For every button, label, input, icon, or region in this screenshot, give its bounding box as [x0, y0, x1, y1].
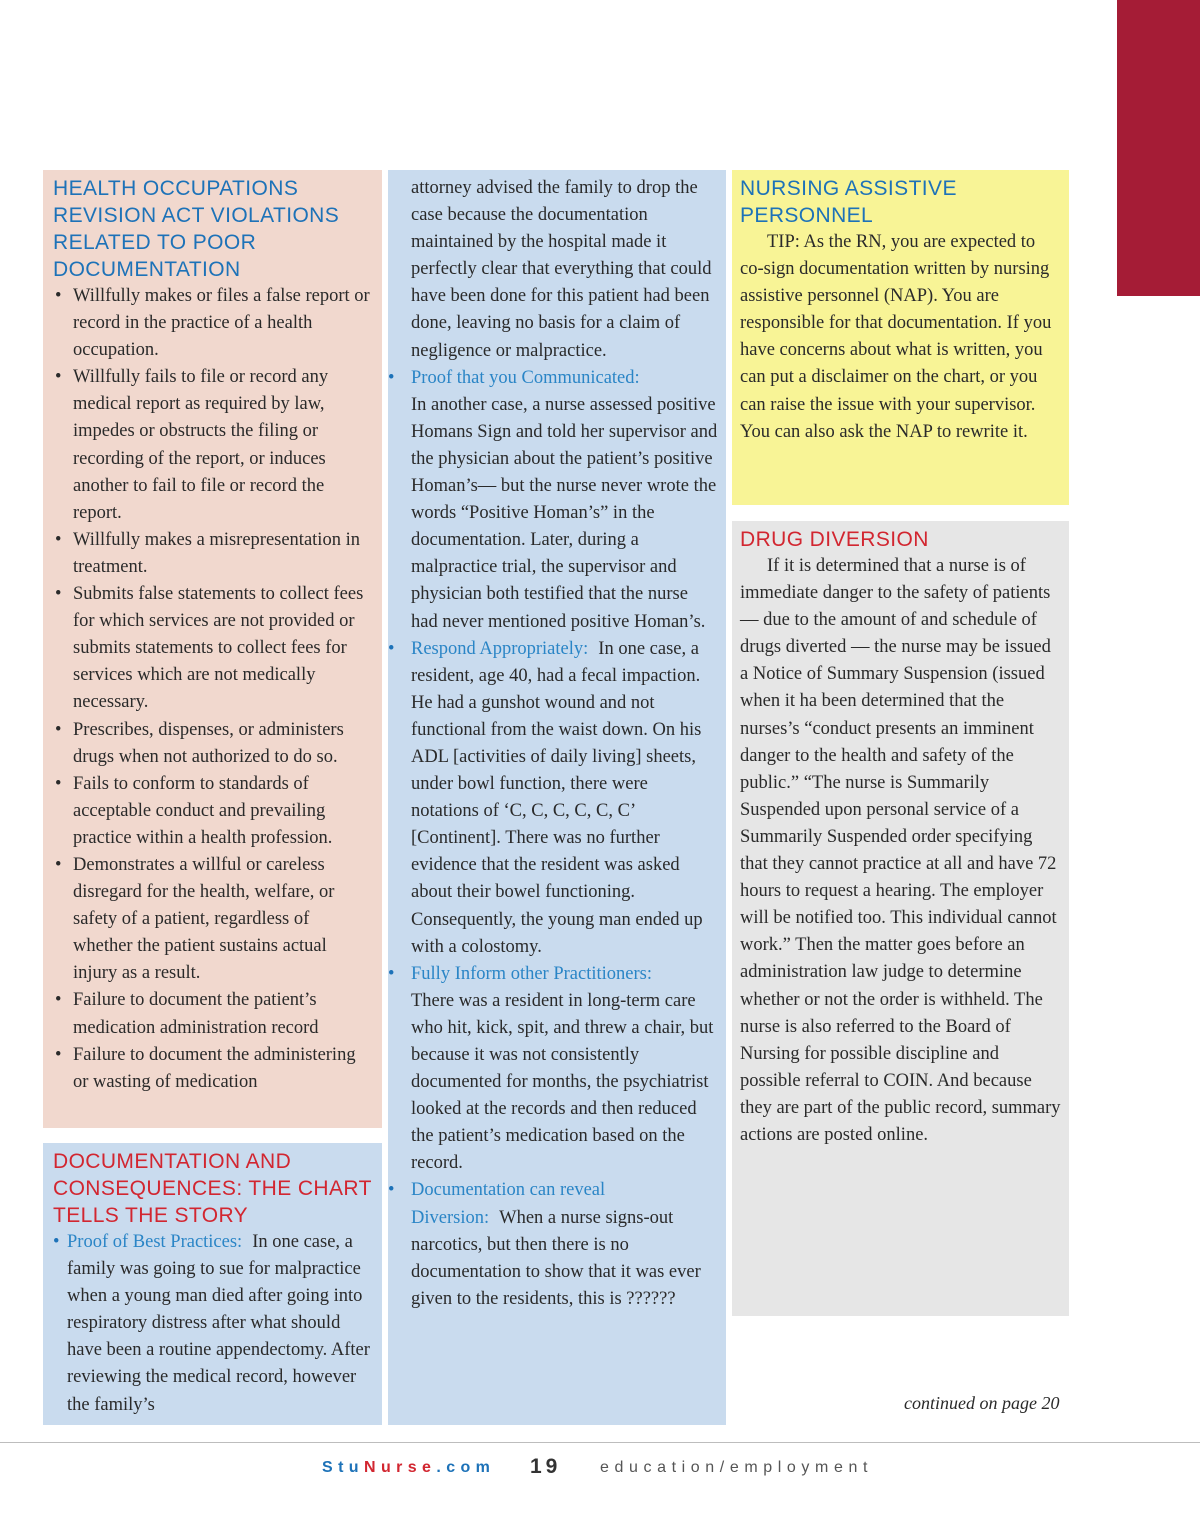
item-text: When a nurse signs-out narcotics, but then there is no documentation to show that it was ever given to the residents, this is ?????? [411, 1207, 701, 1309]
drug-diversion-heading: DRUG DIVERSION [740, 528, 929, 551]
list-item [388, 961, 718, 1178]
nursing-assistive-personnel-box [732, 170, 1069, 505]
item-lead: Respond Appropriately: [411, 638, 589, 659]
site-name [322, 1459, 495, 1477]
list-item [388, 1177, 718, 1312]
item-lead: Documentation can reveal Diversion: [411, 1180, 606, 1228]
item-lead: Proof that you Communicated: [411, 367, 640, 388]
footer-divider [0, 1442, 1200, 1443]
list-item: • Willfully makes a misrepresentation in treatment. [53, 527, 373, 581]
page-number: 19 [530, 1455, 562, 1478]
site-name-part: Stu [322, 1459, 364, 1476]
item-lead: Fully Inform other Practitioners: [411, 963, 652, 984]
item-text: There was a resident in long-term care who hit, kick, spit, and threw a chair, but because it was not consistently documented for months, the psychiatrist looked at the records and then reduced the patient’s medication based on the record. [411, 990, 714, 1174]
red-edge-tab [1117, 0, 1200, 296]
item-text: In one case, a family was going to sue for malpractice when a young man died after going into respiratory distress after what should have been a routine appendectomy. After reviewing the medical record, however the family’s [67, 1232, 370, 1415]
list-item: • Prescribes, dispenses, or administers drugs when not authorized to do so. [53, 717, 373, 771]
list-item: • Submits false statements to collect fees for which services are not provided or submits statements to collect fees for services which are not medically necessary. [53, 581, 373, 716]
health-violations-list [53, 283, 373, 1096]
continuation-text: attorney advised the family to drop the case because the documentation maintained by the hospital made it perfectly clear that everything that could have been done for this patient had been done, leaving no basis for a claim of negligence or malpractice. [411, 178, 712, 361]
drug-diversion-text: If it is determined that a nurse is of immediate danger to the safety of patients — due to the amount of and schedule of drugs diverted — the nurse may be issued a Notice of Summary Suspension (issued when it ha been determined that the nurses’s “conduct presents an imminent danger to the health and safety of the public.” “The nurse is Summarily Suspended upon personal service of a Summarily Suspended order specifying that they cannot practice at all and have 72 hours to request a hearing. The employer will be notified too. This individual cannot work.” Then the matter goes before an administration law judge to determine whether or not the order is withheld. The nurse is also referred to the Board of Nursing for possible discipline and possible referral to COIN. And because they are part of the public record, summary actions are posted online. [740, 556, 1061, 1145]
health-occupations-box [43, 170, 382, 1128]
drug-diversion-box [732, 521, 1069, 1316]
documentation-heading: DOCUMENTATION AND CONSEQUENCES: THE CHART TELLS THE STORY [53, 1150, 372, 1227]
site-name-part: .com [436, 1459, 496, 1476]
health-occupations-heading: HEALTH OCCUPATIONS REVISION ACT VIOLATIONS RELATED TO POOR DOCUMENTATION [53, 177, 340, 281]
documentation-consequences-box [43, 1143, 382, 1425]
middle-column-box [388, 170, 726, 1425]
list-item [388, 636, 718, 961]
site-name-part: Nurse [363, 1459, 437, 1476]
list-item: • Willfully fails to file or record any medical report as required by law, impedes or obstructs the filing or recording of the report, or induces another to fail to file or record the report. [53, 364, 373, 527]
item-lead: Proof of Best Practices: [67, 1232, 243, 1252]
practices-list [388, 365, 718, 1313]
list-item [53, 1229, 373, 1419]
documentation-list [53, 1229, 373, 1419]
nap-heading: NURSING ASSISTIVE PERSONNEL [740, 177, 957, 227]
list-item: • Fails to conform to standards of acceptable conduct and prevailing practice within a health profession. [53, 771, 373, 852]
list-item: • Failure to document the patient’s medication administration record [53, 987, 373, 1041]
list-item: • Failure to document the administering or wasting of medication [53, 1042, 373, 1096]
nap-text: TIP: As the RN, you are expected to co-sign documentation written by nursing assistive personnel (NAP). You are responsible for that documentation. If you have concerns about what is written, you can put a disclaimer on the chart, or you can raise the issue with your supervisor. You can also ask the NAP to rewrite it. [740, 232, 1052, 442]
item-text: In one case, a resident, age 40, had a fecal impaction. He had a gunshot wound and not functional from the waist down. On his ADL [activities of daily living] sheets, under bowl function, there were notations of ‘C, C, C, C, C, C’ [Continent]. There was no further evidence that the resident was asked about their bowel functioning. Consequently, the young man ended up with a colostomy. [411, 638, 703, 957]
list-item: • Willfully makes or files a false report or record in the practice of a health occupation. [53, 283, 373, 364]
item-text: In another case, a nurse assessed positive Homans Sign and told her supervisor and the physician about the patient’s positive Homan’s— but the nurse never wrote the words “Positive Homan’s” in the documentation. Later, during a malpractice trial, the supervisor and physician both testified that the nurse had never mentioned positive Homan’s. [411, 394, 718, 632]
continued-note: continued on page 20 [904, 1393, 1060, 1413]
list-item [388, 365, 718, 636]
list-item: • Demonstrates a willful or careless disregard for the health, welfare, or safety of a patient, regardless of whether the patient sustains actual injury as a result. [53, 852, 373, 987]
section-label: education/employment [600, 1459, 873, 1476]
